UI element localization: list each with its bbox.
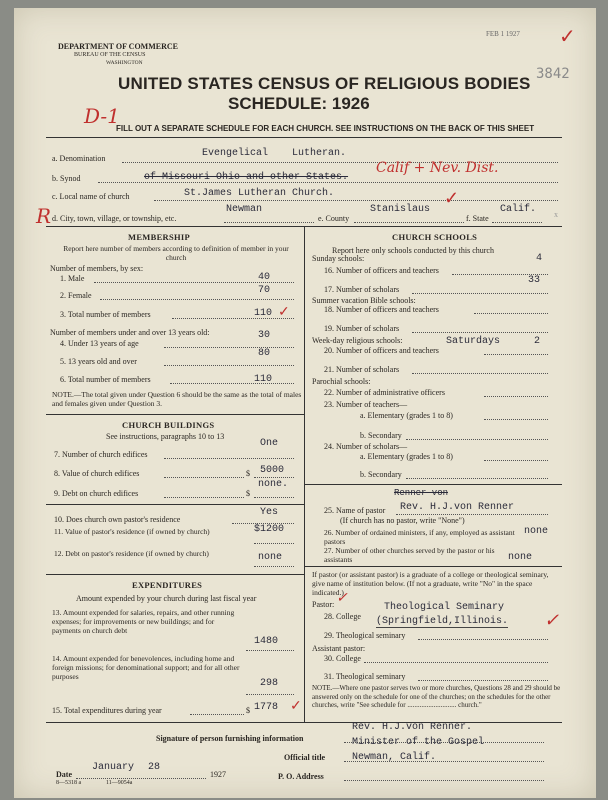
q17-value: 33 [528,275,541,286]
title-label: Official title [284,753,326,762]
schedule-title: SCHEDULE: 1926 [228,94,370,113]
pastor-label: Pastor: [312,600,335,609]
q18-label: 18. Number of officers and teachers [324,305,439,314]
q7-value: One [260,438,279,449]
q15-value: 1778 [254,702,279,713]
q1-label: 1. Male [60,274,85,283]
q4-value: 30 [258,330,271,341]
synod-value: of Missouri Ohio and other States. [144,172,349,183]
instructions: FILL OUT A SEPARATE SCHEDULE FOR EACH CHURCH. SEE INSTRUCTIONS ON THE BACK OF THIS SHEET [116,124,535,133]
q28-label: 28. College [324,612,361,621]
print-code-1: 8—5318 a [56,780,82,786]
weekday-value: Saturdays [446,336,501,347]
synod-label: b. Synod [52,174,81,183]
q10-value: Yes [260,507,279,518]
q22-label: 22. Number of administrative officers [324,388,445,397]
q9-label: 9. Debt on church edifices [54,489,139,498]
church-name-label: c. Local name of church [52,192,130,201]
schools-intro: Report here only schools conducted by this church [332,246,494,255]
q26-value: none [524,526,549,537]
signature-value: Rev. H.J.von Renner. [352,722,473,733]
buildings-title: CHURCH BUILDINGS [122,420,215,430]
q15-check: ✓ [290,699,302,714]
q8-label: 8. Value of church edifices [54,469,140,478]
received-stamp: FEB 1 1927 [486,30,520,38]
q17-label: 17. Number of scholars [324,285,400,294]
by-sex-label: Number of members, by sex: [50,264,144,273]
q13-label: 13. Amount expended for salaries, repairs, and other running expenses; for improvements or new buildings; and for payments on church debt [52,608,235,635]
q6-value: 110 [254,374,273,385]
q2-label: 2. Female [60,291,92,300]
q25-value: Rev. H.J.von Renner [400,502,515,513]
church-name-value: St.James Lutheran Church. [184,188,335,199]
census-schedule-page [14,8,596,798]
church-check: ✓ [444,188,460,208]
state-value: Calif. [500,204,537,215]
q20-value: 2 [534,336,541,347]
pastor-check: ✓ [336,590,348,606]
state-mark: x [554,210,558,219]
q26-label: 26. Number of ordained ministers, if any, employed as assistant pastors [324,528,515,546]
q1-value: 40 [258,272,271,283]
signature-label: Signature of person furnishing information [156,734,304,743]
q10-label: 10. Does church own pastor's residence [54,515,181,524]
q29-label: 29. Theological seminary [324,631,406,640]
bureau-name: BUREAU OF THE CENSUS [74,52,146,58]
county-label: e. County [318,214,350,223]
q3-label: 3. Total number of members [60,310,151,319]
q12-value: none [258,552,283,563]
q8-dollar: $ [246,469,250,478]
date-value: January 28 [92,762,161,773]
q3-value: 110 [254,308,273,319]
q5-label: 5. 13 years old and over [60,357,137,366]
denomination-value: Evengelical Lutheran. [202,148,347,159]
q16-label: 16. Number of officers and teachers [324,266,439,275]
q11-value: $1200 [254,524,285,535]
county-value: Stanislaus [370,204,431,215]
print-code-2: 11—9054a [106,780,133,786]
q20-label: 20. Number of officers and teachers [324,346,439,355]
pastor-note: NOTE.—Where one pastor serves two or more churches, Questions 28 and 29 should be answered only on the schedule for one of the churches; on the schedules for the other churches, write "See schedule for ............................ church." [312,684,561,709]
pastor-section-title: Renner von [394,488,449,498]
membership-note: NOTE.—The total given under Question 6 should be the same as the total of males and females given under Question 3. [52,390,302,408]
check-mark-top: ✓ [559,26,576,48]
address-value: Newman, Calif. [352,752,437,763]
q27-label: 27. Number of other churches served by the pastor or his assistants [324,546,495,564]
q25-label: 25. Name of pastor [324,506,386,515]
q31-label: 31. Theological seminary [324,672,406,681]
weekday-label: Week-day religious schools: [312,336,403,345]
age-header: Number of members under and over 13 years old: [50,328,210,337]
expenditures-title: EXPENDITURES [132,580,203,590]
q9-dollar: $ [246,489,250,498]
handwritten-d1: D-1 [84,104,120,128]
title-value: Minister of the Gospel [352,737,485,748]
q13-value: 1480 [254,636,279,647]
q14-value: 298 [260,678,279,689]
handwritten-r: R [36,204,52,228]
membership-title: MEMBERSHIP [128,232,191,242]
schools-title: CHURCH SCHOOLS [392,232,478,242]
q16-value: 4 [536,253,543,264]
denomination-label: a. Denomination [52,154,106,163]
city-name: WASHINGTON [106,60,143,66]
q29-value: (Springfield,Illinois. [376,616,509,627]
q27-value: none [508,552,533,563]
q7-label: 7. Number of church edifices [54,450,148,459]
q4-label: 4. Under 13 years of age [60,339,139,348]
address-label: P. O. Address [278,772,324,781]
q8-value: 5000 [260,465,285,476]
q24-label: 24. Number of scholars— [324,442,408,451]
q15-label: 15. Total expenditures during year [52,706,162,715]
q24a-label: a. Elementary (grades 1 to 8) [360,452,453,461]
q11-label: 11. Value of pastor's residence (if owned by church) [54,527,210,536]
buildings-intro: See instructions, paragraphs 10 to 13 [106,432,225,441]
q14-label: 14. Amount expended for benevolences, including home and foreign missions; for denominational support; and for all other purposes [52,654,240,681]
parochial-label: Parochial schools: [312,377,371,386]
synod-handwritten: Calif + Nev. Dist. [376,160,499,176]
membership-intro: Report here number of members according to definition of member in your church [63,244,289,262]
asst-label: Assistant pastor: [312,644,366,653]
q23b-label: b. Secondary [360,431,402,440]
q23-label: 23. Number of teachers— [324,400,408,409]
form-title: UNITED STATES CENSUS OF RELIGIOUS BODIES [118,74,531,93]
dept-name: DEPARTMENT OF COMMERCE [58,42,179,51]
pastor-intro: If pastor (or assistant pastor) is a graduate of a college or theological seminary, give name of institution below. (If not a graduate, write "No" in the space indicated.) [312,570,549,597]
q9-value: none. [258,479,289,490]
q19-label: 19. Number of scholars [324,324,400,333]
q21-label: 21. Number of scholars [324,365,400,374]
q6-label: 6. Total number of members [60,375,151,384]
q12-label: 12. Debt on pastor's residence (if owned by church) [54,549,209,558]
vacation-label: Summer vacation Bible schools: [312,296,416,305]
seminary-mark: ✓ [544,610,560,631]
q24b-label: b. Secondary [360,470,402,479]
state-label: f. State [466,214,489,223]
stamp-number: 3842 [536,66,570,82]
q15-dollar: $ [246,706,250,715]
date-year: 1927 [210,770,226,779]
q30-label: 30. College [324,654,361,663]
q28-value: Theological Seminary [384,602,505,613]
q3-check: ✓ [278,305,290,320]
expenditures-intro: Amount expended by your church during last fiscal year [76,594,257,603]
city-label: d. City, town, village, or township, etc. [52,214,177,223]
q2-value: 70 [258,285,271,296]
q25-note: (If church has no pastor, write "None") [340,516,465,525]
date-label: Date [56,770,72,779]
q5-value: 80 [258,348,271,359]
city-value: Newman [226,204,263,215]
q23a-label: a. Elementary (grades 1 to 8) [360,411,453,420]
sunday-label: Sunday schools: [312,254,365,263]
